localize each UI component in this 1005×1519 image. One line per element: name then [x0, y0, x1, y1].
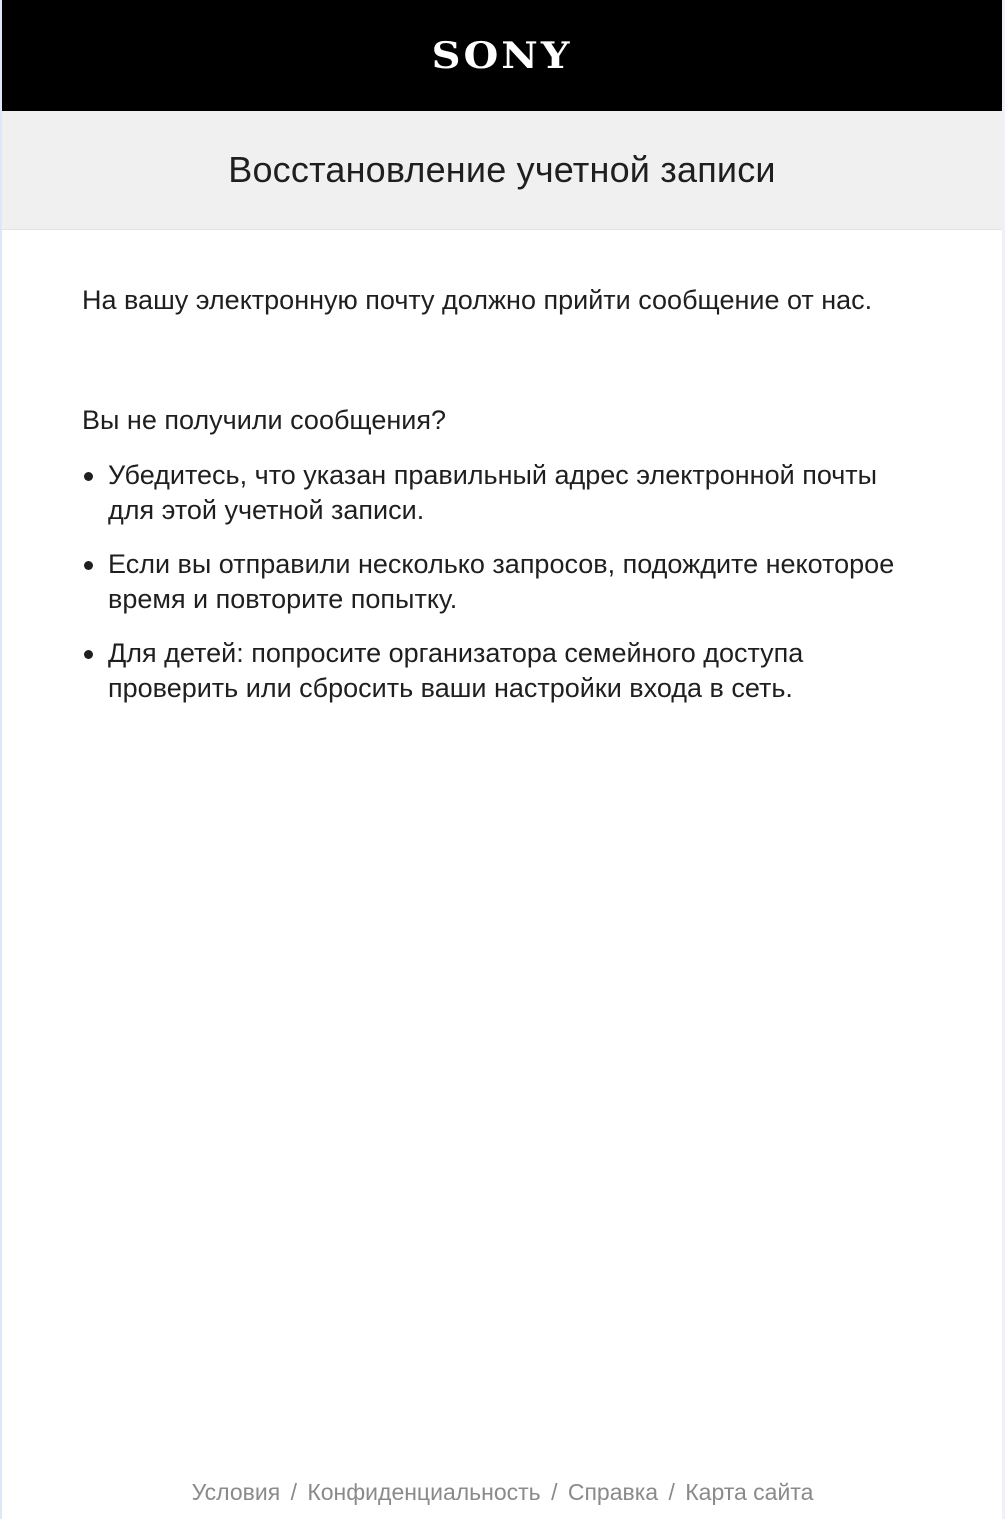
sony-logo: SONY: [431, 33, 573, 77]
footer-separator: /: [668, 1479, 675, 1505]
tip-text: Убедитесь, что указан правильный адрес электронной почты для этой учетной записи.: [108, 460, 878, 525]
footer-link-help[interactable]: Справка: [567, 1479, 659, 1505]
footer: [0, 1476, 1005, 1508]
footer-separator: /: [551, 1479, 558, 1505]
list-item: [82, 458, 912, 528]
bullet-icon: [84, 472, 93, 481]
list-item: [82, 547, 912, 617]
page-title: Восстановление учетной записи: [228, 149, 776, 190]
footer-link-sitemap[interactable]: Карта сайта: [685, 1479, 814, 1505]
footer-separator: /: [290, 1479, 297, 1505]
bullet-icon: [84, 650, 93, 659]
title-bar: [2, 111, 1002, 230]
list-item: [82, 636, 912, 706]
not-received-question: Вы не получили сообщения?: [82, 405, 446, 435]
email-sent-message: На вашу электронную почту должно прийти сообщение от нас.: [82, 285, 873, 315]
main-content: [82, 280, 912, 725]
bullet-icon: [84, 561, 93, 570]
header: [2, 0, 1002, 111]
tip-text: Если вы отправили несколько запросов, подождите некоторое время и повторите попытку.: [108, 549, 895, 614]
footer-link-privacy[interactable]: Конфиденциальность: [307, 1479, 541, 1505]
tip-text: Для детей: попросите организатора семейного доступа проверить или сбросить ваши настройки входа в сеть.: [108, 638, 804, 703]
tips-list: [82, 458, 912, 706]
footer-link-terms[interactable]: Условия: [191, 1479, 281, 1505]
